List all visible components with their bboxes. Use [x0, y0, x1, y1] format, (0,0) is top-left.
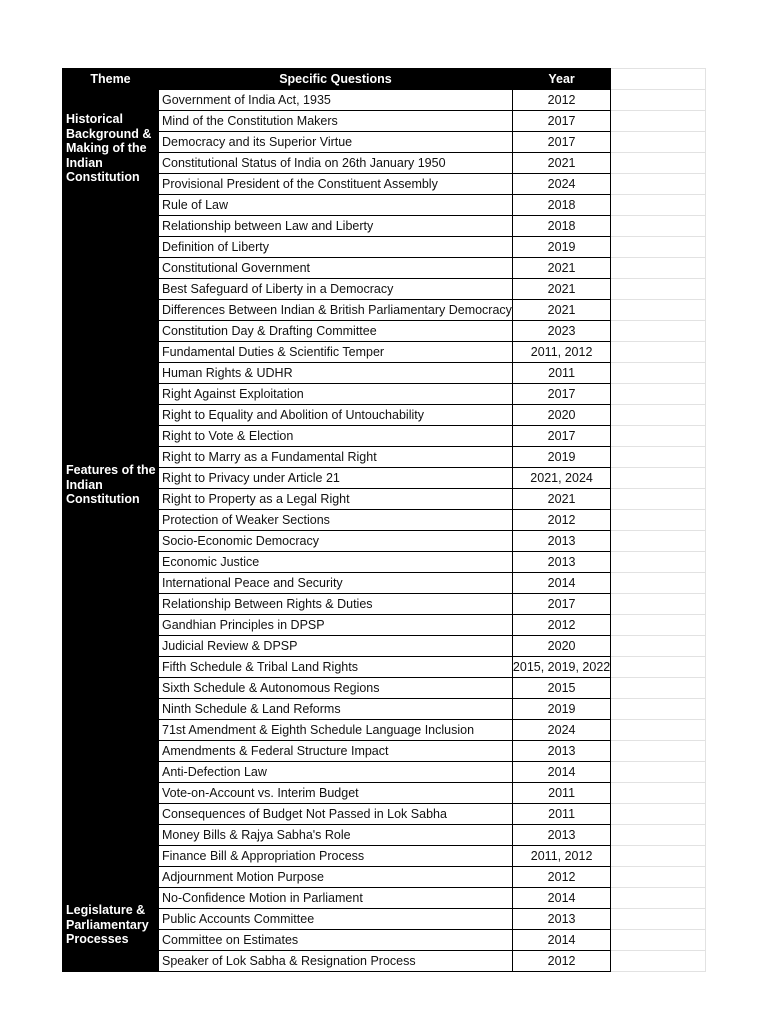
empty-cell[interactable]	[611, 720, 706, 741]
table-row	[63, 720, 706, 741]
table-row	[63, 825, 706, 846]
empty-cell[interactable]	[611, 741, 706, 762]
year-cell[interactable]: 2014	[512, 762, 610, 783]
table-row	[63, 468, 706, 489]
year-cell[interactable]: 2014	[512, 888, 610, 909]
empty-cell[interactable]	[611, 216, 706, 237]
question-cell[interactable]: Constitution Day & Drafting Committee	[159, 321, 513, 342]
question-cell[interactable]: International Peace and Security	[159, 573, 513, 594]
theme-label-legislature: Legislature & Parliamentary Processes	[66, 903, 149, 946]
question-cell[interactable]: Right to Equality and Abolition of Untouchability	[159, 405, 513, 426]
empty-cell[interactable]	[611, 678, 706, 699]
table-row	[63, 237, 706, 258]
question-cell[interactable]: Speaker of Lok Sabha & Resignation Process	[159, 951, 513, 972]
question-cell[interactable]: Differences Between Indian & British Parliamentary Democracy	[159, 300, 513, 321]
empty-cell[interactable]	[611, 699, 706, 720]
year-cell[interactable]: 2013	[512, 531, 610, 552]
table-row	[63, 111, 706, 132]
year-cell[interactable]: 2017	[512, 384, 610, 405]
year-cell[interactable]: 2018	[512, 216, 610, 237]
table-row	[63, 762, 706, 783]
table-row	[63, 657, 706, 678]
table-row	[63, 279, 706, 300]
question-cell[interactable]: Committee on Estimates	[159, 930, 513, 951]
empty-cell[interactable]	[611, 636, 706, 657]
table-row	[63, 174, 706, 195]
empty-cell[interactable]	[611, 783, 706, 804]
question-cell[interactable]: Fundamental Duties & Scientific Temper	[159, 342, 513, 363]
table-row	[63, 741, 706, 762]
theme-label-historical: Historical Background & Making of the Indian Constitution	[66, 112, 152, 184]
question-cell[interactable]: Fifth Schedule & Tribal Land Rights	[159, 657, 513, 678]
question-table-container	[62, 68, 706, 972]
question-cell[interactable]: Ninth Schedule & Land Reforms	[159, 699, 513, 720]
year-cell[interactable]: 2013	[512, 825, 610, 846]
year-cell[interactable]: 2018	[512, 195, 610, 216]
year-cell[interactable]: 2012	[512, 510, 610, 531]
year-cell[interactable]: 2024	[512, 174, 610, 195]
table-row	[63, 510, 706, 531]
question-cell[interactable]: Provisional President of the Constituent Assembly	[159, 174, 513, 195]
year-cell[interactable]: 2020	[512, 636, 610, 657]
question-cell[interactable]: Right to Privacy under Article 21	[159, 468, 513, 489]
question-cell[interactable]: Definition of Liberty	[159, 237, 513, 258]
empty-cell[interactable]	[611, 132, 706, 153]
question-cell[interactable]: Rule of Law	[159, 195, 513, 216]
empty-cell[interactable]	[611, 111, 706, 132]
question-cell[interactable]: Amendments & Federal Structure Impact	[159, 741, 513, 762]
empty-cell[interactable]	[611, 69, 706, 90]
year-cell[interactable]: 2013	[512, 741, 610, 762]
empty-cell[interactable]	[611, 489, 706, 510]
year-cell[interactable]: 2017	[512, 594, 610, 615]
year-cell[interactable]: 2015	[512, 678, 610, 699]
empty-cell[interactable]	[611, 468, 706, 489]
table-row	[63, 258, 706, 279]
year-cell[interactable]: 2011, 2012	[512, 342, 610, 363]
question-cell[interactable]: Relationship Between Rights & Duties	[159, 594, 513, 615]
header-row	[63, 69, 706, 90]
table-row	[63, 426, 706, 447]
empty-cell[interactable]	[611, 279, 706, 300]
table-body	[63, 90, 706, 972]
empty-cell[interactable]	[611, 321, 706, 342]
question-cell[interactable]: Human Rights & UDHR	[159, 363, 513, 384]
empty-cell[interactable]	[611, 447, 706, 468]
table-row	[63, 573, 706, 594]
empty-cell[interactable]	[611, 342, 706, 363]
year-cell[interactable]: 2011, 2012	[512, 846, 610, 867]
empty-cell[interactable]	[611, 951, 706, 972]
empty-cell[interactable]	[611, 930, 706, 951]
empty-cell[interactable]	[611, 825, 706, 846]
question-cell[interactable]: Anti-Defection Law	[159, 762, 513, 783]
table-row	[63, 153, 706, 174]
question-cell[interactable]: Judicial Review & DPSP	[159, 636, 513, 657]
table-row	[63, 615, 706, 636]
table-row	[63, 888, 706, 909]
year-cell[interactable]: 2012	[512, 951, 610, 972]
year-cell[interactable]: 2012	[512, 90, 610, 111]
table-row	[63, 636, 706, 657]
table-row	[63, 951, 706, 972]
empty-cell[interactable]	[611, 531, 706, 552]
empty-cell[interactable]	[611, 846, 706, 867]
question-cell[interactable]: Socio-Economic Democracy	[159, 531, 513, 552]
empty-cell[interactable]	[611, 426, 706, 447]
question-cell[interactable]: Gandhian Principles in DPSP	[159, 615, 513, 636]
question-cell[interactable]: Consequences of Budget Not Passed in Lok Sabha	[159, 804, 513, 825]
question-cell[interactable]: Right to Marry as a Fundamental Right	[159, 447, 513, 468]
table-row	[63, 384, 706, 405]
table-row	[63, 552, 706, 573]
year-cell[interactable]: 2011	[512, 363, 610, 384]
year-cell[interactable]: 2021	[512, 300, 610, 321]
question-cell[interactable]: Finance Bill & Appropriation Process	[159, 846, 513, 867]
empty-cell[interactable]	[611, 657, 706, 678]
empty-cell[interactable]	[611, 888, 706, 909]
question-cell[interactable]: Money Bills & Rajya Sabha's Role	[159, 825, 513, 846]
year-cell[interactable]: 2019	[512, 237, 610, 258]
table-row	[63, 216, 706, 237]
table-row	[63, 321, 706, 342]
question-cell[interactable]: Government of India Act, 1935	[159, 90, 513, 111]
table-row	[63, 195, 706, 216]
year-cell[interactable]: 2011	[512, 804, 610, 825]
empty-cell[interactable]	[611, 258, 706, 279]
year-cell[interactable]: 2019	[512, 447, 610, 468]
year-cell[interactable]: 2012	[512, 867, 610, 888]
year-cell[interactable]: 2015, 2019, 2022	[512, 657, 610, 678]
year-cell[interactable]: 2021	[512, 279, 610, 300]
table-row	[63, 531, 706, 552]
empty-cell[interactable]	[611, 573, 706, 594]
year-cell[interactable]: 2012	[512, 615, 610, 636]
header-question[interactable]: Specific Questions	[159, 69, 513, 90]
question-cell[interactable]: Right to Vote & Election	[159, 426, 513, 447]
empty-cell[interactable]	[611, 363, 706, 384]
table-row	[63, 405, 706, 426]
question-cell[interactable]: Sixth Schedule & Autonomous Regions	[159, 678, 513, 699]
year-cell[interactable]: 2011	[512, 783, 610, 804]
year-cell[interactable]: 2021	[512, 489, 610, 510]
question-cell[interactable]: No-Confidence Motion in Parliament	[159, 888, 513, 909]
year-cell[interactable]: 2013	[512, 909, 610, 930]
year-cell[interactable]: 2013	[512, 552, 610, 573]
year-cell[interactable]: 2021	[512, 258, 610, 279]
year-cell[interactable]: 2023	[512, 321, 610, 342]
question-cell[interactable]: Vote-on-Account vs. Interim Budget	[159, 783, 513, 804]
theme-label-features: Features of the Indian Constitution	[66, 463, 156, 506]
theme-column[interactable]	[63, 90, 159, 972]
question-table	[62, 68, 706, 972]
table-row	[63, 678, 706, 699]
table-row	[63, 846, 706, 867]
empty-cell[interactable]	[611, 804, 706, 825]
question-cell[interactable]: Public Accounts Committee	[159, 909, 513, 930]
header-year[interactable]: Year	[512, 69, 610, 90]
table-row	[63, 132, 706, 153]
question-cell[interactable]: Democracy and its Superior Virtue	[159, 132, 513, 153]
question-cell[interactable]: Protection of Weaker Sections	[159, 510, 513, 531]
empty-cell[interactable]	[611, 237, 706, 258]
empty-cell[interactable]	[611, 174, 706, 195]
table-row	[63, 594, 706, 615]
header-theme[interactable]: Theme	[63, 69, 159, 90]
table-row	[63, 363, 706, 384]
empty-cell[interactable]	[611, 405, 706, 426]
empty-cell[interactable]	[611, 90, 706, 111]
question-cell[interactable]: 71st Amendment & Eighth Schedule Language Inclusion	[159, 720, 513, 741]
question-cell[interactable]: Constitutional Government	[159, 258, 513, 279]
year-cell[interactable]: 2021	[512, 153, 610, 174]
question-cell[interactable]: Adjournment Motion Purpose	[159, 867, 513, 888]
table-row	[63, 90, 706, 111]
table-row	[63, 699, 706, 720]
year-cell[interactable]: 2017	[512, 111, 610, 132]
year-cell[interactable]: 2021, 2024	[512, 468, 610, 489]
year-cell[interactable]: 2024	[512, 720, 610, 741]
question-cell[interactable]: Constitutional Status of India on 26th January 1950	[159, 153, 513, 174]
empty-cell[interactable]	[611, 153, 706, 174]
empty-cell[interactable]	[611, 510, 706, 531]
table-row	[63, 489, 706, 510]
question-cell[interactable]: Right Against Exploitation	[159, 384, 513, 405]
empty-cell[interactable]	[611, 762, 706, 783]
question-cell[interactable]: Relationship between Law and Liberty	[159, 216, 513, 237]
table-row	[63, 909, 706, 930]
empty-cell[interactable]	[611, 195, 706, 216]
empty-cell[interactable]	[611, 615, 706, 636]
empty-cell[interactable]	[611, 552, 706, 573]
year-cell[interactable]: 2017	[512, 132, 610, 153]
year-cell[interactable]: 2019	[512, 699, 610, 720]
year-cell[interactable]: 2014	[512, 573, 610, 594]
table-row	[63, 342, 706, 363]
table-row	[63, 300, 706, 321]
question-cell[interactable]: Right to Property as a Legal Right	[159, 489, 513, 510]
empty-cell[interactable]	[611, 384, 706, 405]
year-cell[interactable]: 2014	[512, 930, 610, 951]
empty-cell[interactable]	[611, 300, 706, 321]
empty-cell[interactable]	[611, 909, 706, 930]
empty-cell[interactable]	[611, 867, 706, 888]
question-cell[interactable]: Economic Justice	[159, 552, 513, 573]
table-row	[63, 783, 706, 804]
question-cell[interactable]: Mind of the Constitution Makers	[159, 111, 513, 132]
year-cell[interactable]: 2020	[512, 405, 610, 426]
table-row	[63, 867, 706, 888]
question-cell[interactable]: Best Safeguard of Liberty in a Democracy	[159, 279, 513, 300]
table-row	[63, 804, 706, 825]
empty-cell[interactable]	[611, 594, 706, 615]
table-row	[63, 930, 706, 951]
table-row	[63, 447, 706, 468]
year-cell[interactable]: 2017	[512, 426, 610, 447]
